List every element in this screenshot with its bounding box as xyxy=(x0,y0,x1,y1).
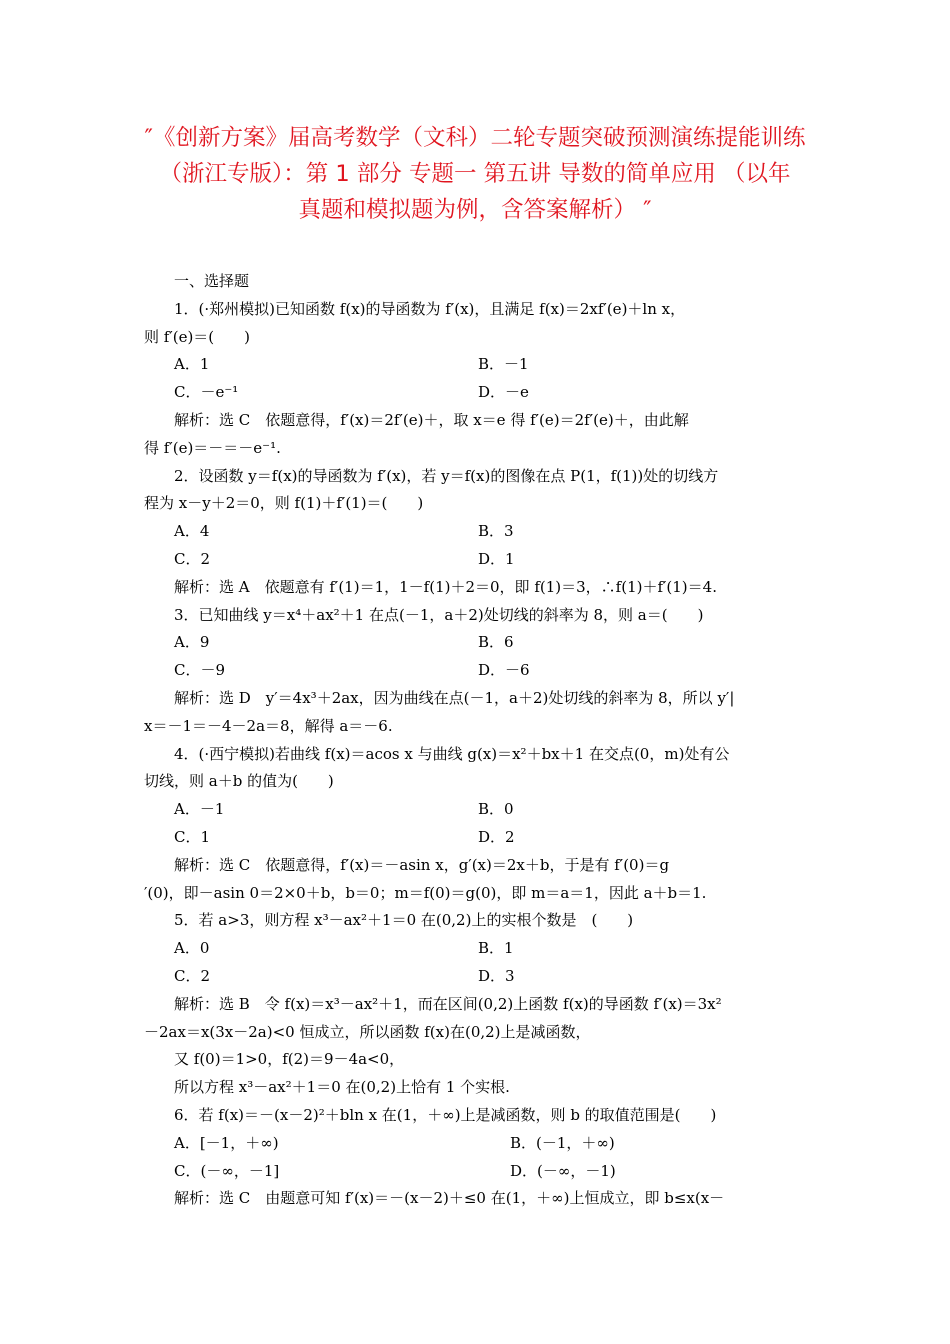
q3-option-c: C．－9 xyxy=(174,661,226,679)
q4-option-c: C．1 xyxy=(174,828,211,846)
title-line-1: ″《创新方案》届高考数学（文科）二轮专题突破预测演练提能训练 xyxy=(144,125,806,151)
q5-stem-line-1: 5．若 a>3，则方程 x³－ax²＋1＝0 在(0,2)上的实根个数是 ( ) xyxy=(174,911,634,929)
q3-option-d: D．－6 xyxy=(478,661,530,679)
title-line-3: 真题和模拟题为例，含答案解析） ″ xyxy=(298,197,652,223)
q3-solution-line-1: 解析：选 D y′＝4x³＋2ax，因为曲线在点(－1，a＋2)处切线的斜率为 8，所以 y′| xyxy=(174,689,735,707)
q6-option-b: B．(－1，＋∞) xyxy=(510,1134,615,1152)
q4-stem-line-2: 切线，则 a＋b 的值为( ) xyxy=(144,772,334,790)
q2-option-c: C．2 xyxy=(174,550,211,568)
q5-solution-line-3: 又 f(0)＝1>0，f(2)＝9－4a<0， xyxy=(174,1050,405,1068)
q1-solution-line-1: 解析：选 C 依题意得，f′(x)＝2f′(e)＋，取 x＝e 得 f′(e)＝2f′(e)＋，由此解 xyxy=(174,411,689,429)
section-heading: 一、选择题 xyxy=(174,272,250,290)
q4-solution-line-1: 解析：选 C 依题意得，f′(x)＝－asin x，g′(x)＝2x＋b，于是有 f′(0)＝g xyxy=(174,856,670,874)
q1-option-a: A．1 xyxy=(174,355,210,373)
q2-stem-line-1: 2．设函数 y＝f(x)的导函数为 f′(x)，若 y＝f(x)的图像在点 P(1，f(1))处的切线方 xyxy=(174,467,719,485)
q4-option-d: D．2 xyxy=(478,828,515,846)
q3-option-a: A．9 xyxy=(174,633,210,651)
q6-option-d: D．(－∞，－1) xyxy=(510,1162,616,1180)
q1-option-d: D．－e xyxy=(478,383,529,401)
q6-stem-line-1: 6．若 f(x)＝－(x－2)²＋bln x 在(1，＋∞)上是减函数，则 b 的取值范围是( ) xyxy=(174,1106,717,1124)
q6-option-a: A．[－1，＋∞) xyxy=(174,1134,279,1152)
q5-option-a: A．0 xyxy=(174,939,210,957)
q1-solution-line-2: 得 f′(e)＝－＝－e⁻¹. xyxy=(144,439,281,457)
document-title xyxy=(120,120,830,228)
q2-option-d: D．1 xyxy=(478,550,515,568)
q2-stem-line-2: 程为 x－y＋2＝0，则 f(1)＋f′(1)＝( ) xyxy=(144,494,424,512)
q1-stem-line-2: 则 f′(e)＝( ) xyxy=(144,328,251,346)
q1-option-b: B．－1 xyxy=(478,355,529,373)
q4-stem-line-1: 4．(·西宁模拟)若曲线 f(x)＝acos x 与曲线 g(x)＝x²＋bx＋1 在交点(0，m)处有公 xyxy=(174,745,730,763)
title-line-2: （浙江专版）：第 1 部分 专题一 第五讲 导数的简单应用 （以年 xyxy=(159,161,791,187)
q4-option-a: A．－1 xyxy=(174,800,225,818)
q2-option-b: B．3 xyxy=(478,522,514,540)
q5-solution-line-1: 解析：选 B 令 f(x)＝x³－ax²＋1，而在区间(0,2)上函数 f(x)的导函数 f′(x)＝3x² xyxy=(174,995,722,1013)
q6-solution-line-1: 解析：选 C 由题意可知 f′(x)＝－(x－2)＋≤0 在(1，＋∞)上恒成立，即 b≤x(x－ xyxy=(174,1189,725,1207)
q3-solution-line-2: x＝－1＝－4－2a＝8，解得 a＝－6. xyxy=(144,717,393,735)
q5-option-c: C．2 xyxy=(174,967,211,985)
q5-solution-line-4: 所以方程 x³－ax²＋1＝0 在(0,2)上恰有 1 个实根. xyxy=(174,1078,510,1096)
q1-stem-line-1: 1．(·郑州模拟)已知函数 f(x)的导函数为 f′(x)，且满足 f(x)＝2xf′(e)＋ln x， xyxy=(174,300,686,318)
q6-option-c: C．(－∞，－1] xyxy=(174,1162,280,1180)
q3-stem-line-1: 3．已知曲线 y＝x⁴＋ax²＋1 在点(－1，a＋2)处切线的斜率为 8，则 a＝( ) xyxy=(174,606,704,624)
q3-option-b: B．6 xyxy=(478,633,514,651)
q2-solution-line-1: 解析：选 A 依题意有 f′(1)＝1，1－f(1)＋2＝0，即 f(1)＝3，∴f(1)＋f′(1)＝4. xyxy=(174,578,717,596)
q5-option-d: D．3 xyxy=(478,967,515,985)
q4-option-b: B．0 xyxy=(478,800,514,818)
q1-option-c: C．－e⁻¹ xyxy=(174,383,239,401)
q5-solution-line-2: －2ax＝x(3x－2a)<0 恒成立，所以函数 f(x)在(0,2)上是减函数， xyxy=(144,1023,591,1041)
q2-option-a: A．4 xyxy=(174,522,210,540)
q5-option-b: B．1 xyxy=(478,939,514,957)
q4-solution-line-2: ′(0)，即－asin 0＝2×0＋b，b＝0；m＝f(0)＝g(0)，即 m＝a＝1，因此 a＋b＝1. xyxy=(144,884,707,902)
